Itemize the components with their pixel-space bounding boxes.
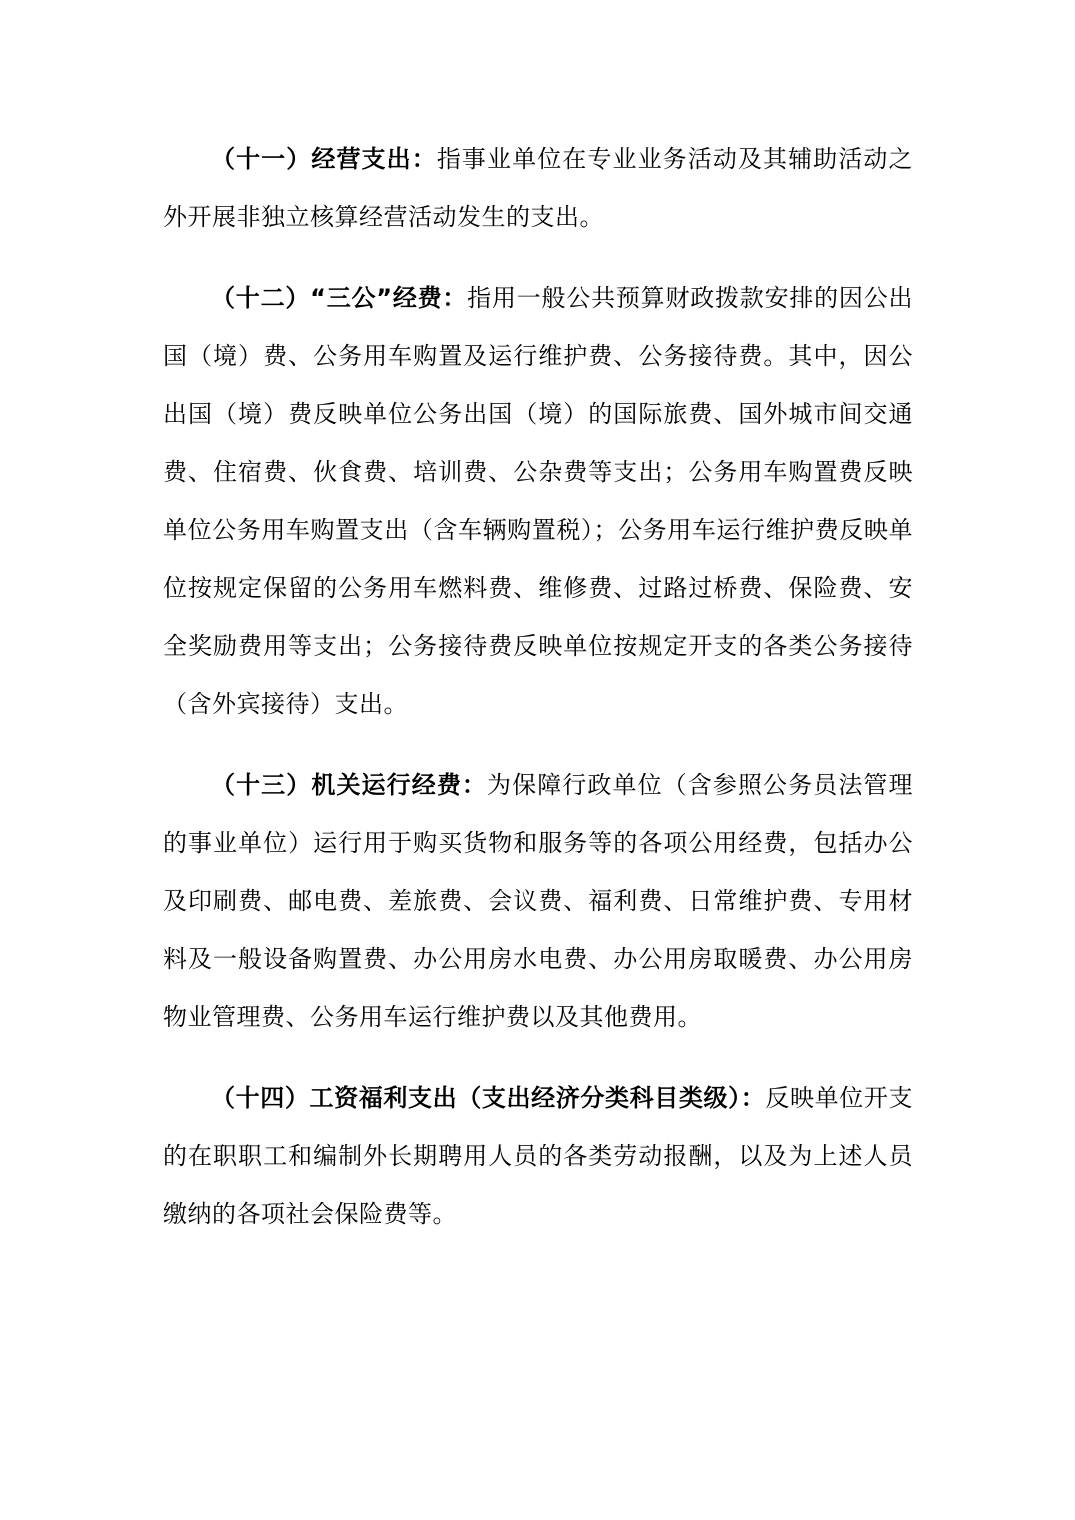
term-agency-operating-funds: （十三）机关运行经费： (211, 771, 488, 799)
term-three-public-expenses: （十二）“三公”经费： (211, 284, 468, 312)
paragraph-agency-operating-funds (163, 756, 913, 1046)
definition-three-public-expenses: 指用一般公共预算财政拨款安排的因公出国（境）费、公务用车购置及运行维护费、公务接待费。其中，因公出国（境）费反映单位公务出国（境）的国际旅费、国外城市间交通费、住宿费、伙食费、培训费、公杂费等支出；公务用车购置费反映单位公务用车购置支出（含车辆购置税）；公务用车运行维护费反映单位按规定保留的公务用车燃料费、维修费、过路过桥费、保险费、安全奖励费用等支出；公务接待费反映单位按规定开支的各类公务接待（含外宾接待）支出。 (163, 284, 913, 718)
definition-operating-expenditure: 指事业单位在专业业务活动及其辅助活动之外开展非独立核算经营活动发生的支出。 (163, 145, 914, 231)
paragraph-operating-expenditure (163, 130, 913, 246)
term-wage-welfare-expenditure: （十四）工资福利支出（支出经济分类科目类级）： (211, 1084, 766, 1112)
definition-wage-welfare-expenditure: 反映单位开支的在职职工和编制外长期聘用人员的各类劳动报酬，以及为上述人员缴纳的各项社会保险费等。 (163, 1084, 913, 1228)
definition-agency-operating-funds: 为保障行政单位（含参照公务员法管理的事业单位）运行用于购买货物和服务等的各项公用经费，包括办公及印刷费、邮电费、差旅费、会议费、福利费、日常维护费、专用材料及一般设备购置费、办公用房水电费、办公用房取暖费、办公用房物业管理费、公务用车运行维护费以及其他费用。 (163, 771, 914, 1031)
document-page (163, 130, 913, 1243)
paragraph-three-public-expenses (163, 269, 913, 733)
paragraph-wage-welfare-expenditure (163, 1069, 913, 1243)
term-operating-expenditure: （十一）经营支出： (211, 145, 437, 173)
